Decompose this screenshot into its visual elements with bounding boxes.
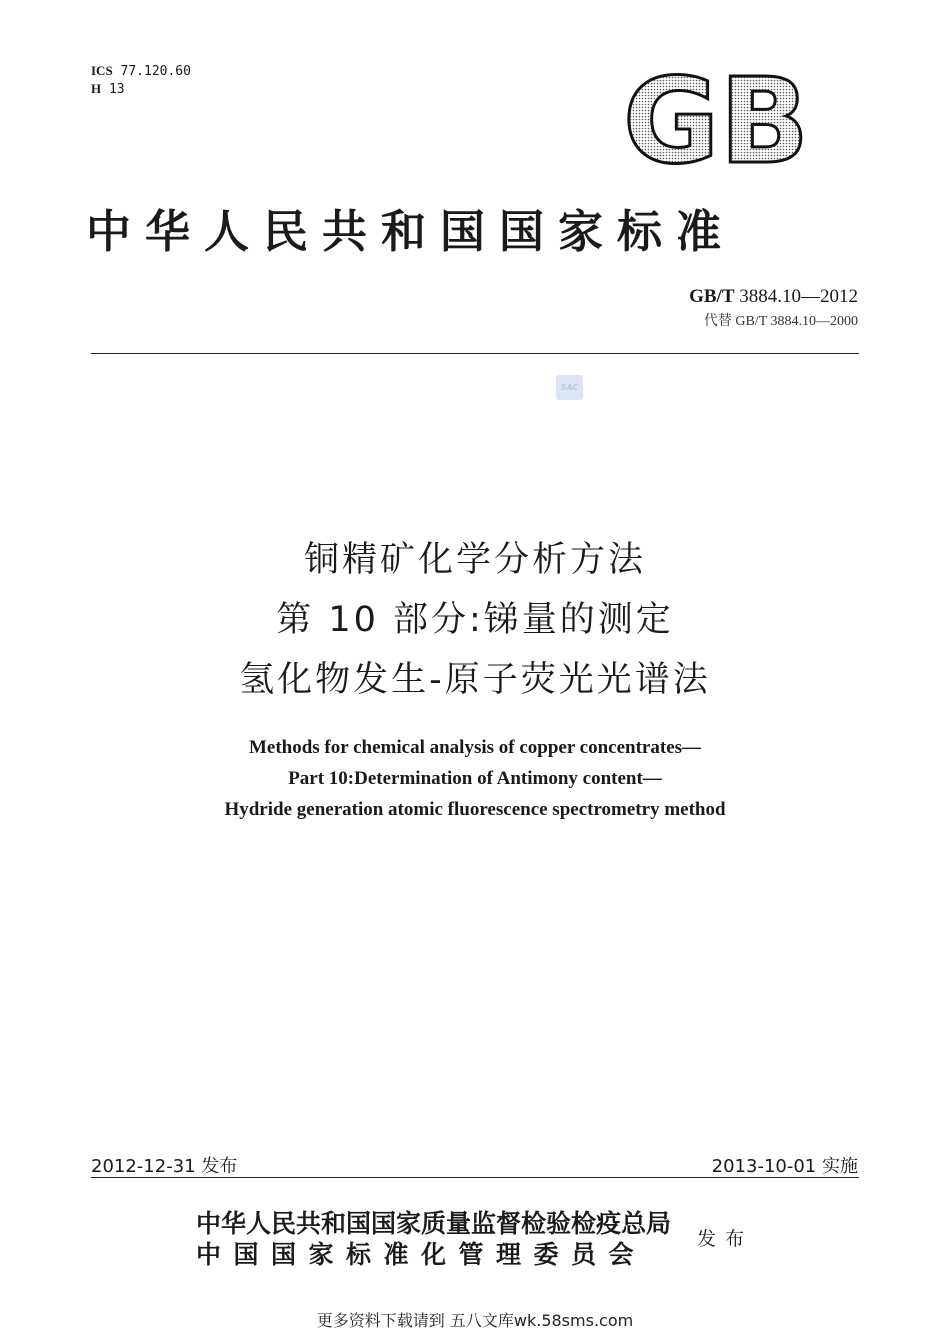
issue-date-block — [91, 1152, 237, 1178]
effective-date-block — [712, 1152, 858, 1178]
bottom-rule — [91, 1177, 859, 1178]
gb-logo-text: GB — [623, 70, 809, 170]
english-title — [0, 732, 950, 825]
issue-date: 2012-12-31 — [91, 1156, 196, 1177]
issuer-block — [196, 1208, 671, 1270]
class-code: 13 — [108, 82, 125, 97]
issuer-line-2: 中国国家标准化管理委员会 — [196, 1240, 647, 1269]
issuer-line-1: 中华人民共和国国家质量监督检验检疫总局 — [196, 1209, 672, 1238]
ics-code: 77.120.60 — [120, 64, 191, 79]
standard-number-block — [689, 286, 858, 330]
chinese-title-line-3: 氢化物发生-原子荧光光谱法 — [239, 660, 711, 700]
replaces-number: 3884.10—2000 — [770, 314, 858, 329]
english-title-line-3: Hydride generation atomic fluorescence spectrometry method — [224, 799, 726, 820]
standard-prefix: GB/T — [689, 286, 735, 307]
class-label: H — [91, 81, 102, 96]
national-standard-title: 中华人民共和国国家标准 — [86, 205, 736, 258]
chinese-title — [0, 530, 950, 710]
chinese-title-line-1: 铜精矿化学分析方法 — [303, 540, 646, 580]
gb-logo — [620, 70, 812, 170]
ics-label: ICS — [91, 63, 113, 78]
standard-number: 3884.10—2012 — [739, 286, 858, 307]
replaces-label: 代替 — [703, 314, 732, 329]
issue-label: 发布 — [201, 1156, 238, 1177]
sac-watermark: SAC — [556, 375, 583, 400]
top-rule — [91, 353, 859, 354]
english-title-line-2: Part 10:Determination of Antimony content— — [288, 768, 662, 789]
issuer-issue-word: 发布 — [697, 1228, 754, 1250]
english-title-line-1: Methods for chemical analysis of copper concentrates— — [248, 737, 702, 758]
effective-label: 实施 — [822, 1156, 858, 1177]
ics-block — [91, 62, 191, 98]
effective-date: 2013-10-01 — [711, 1156, 817, 1177]
footer-download-note: 更多资料下载请到 五八文库wk.58sms.com — [316, 1311, 634, 1330]
replaces-prefix: GB/T — [735, 314, 767, 329]
chinese-title-line-2: 第 10 部分:锑量的测定 — [276, 600, 674, 640]
